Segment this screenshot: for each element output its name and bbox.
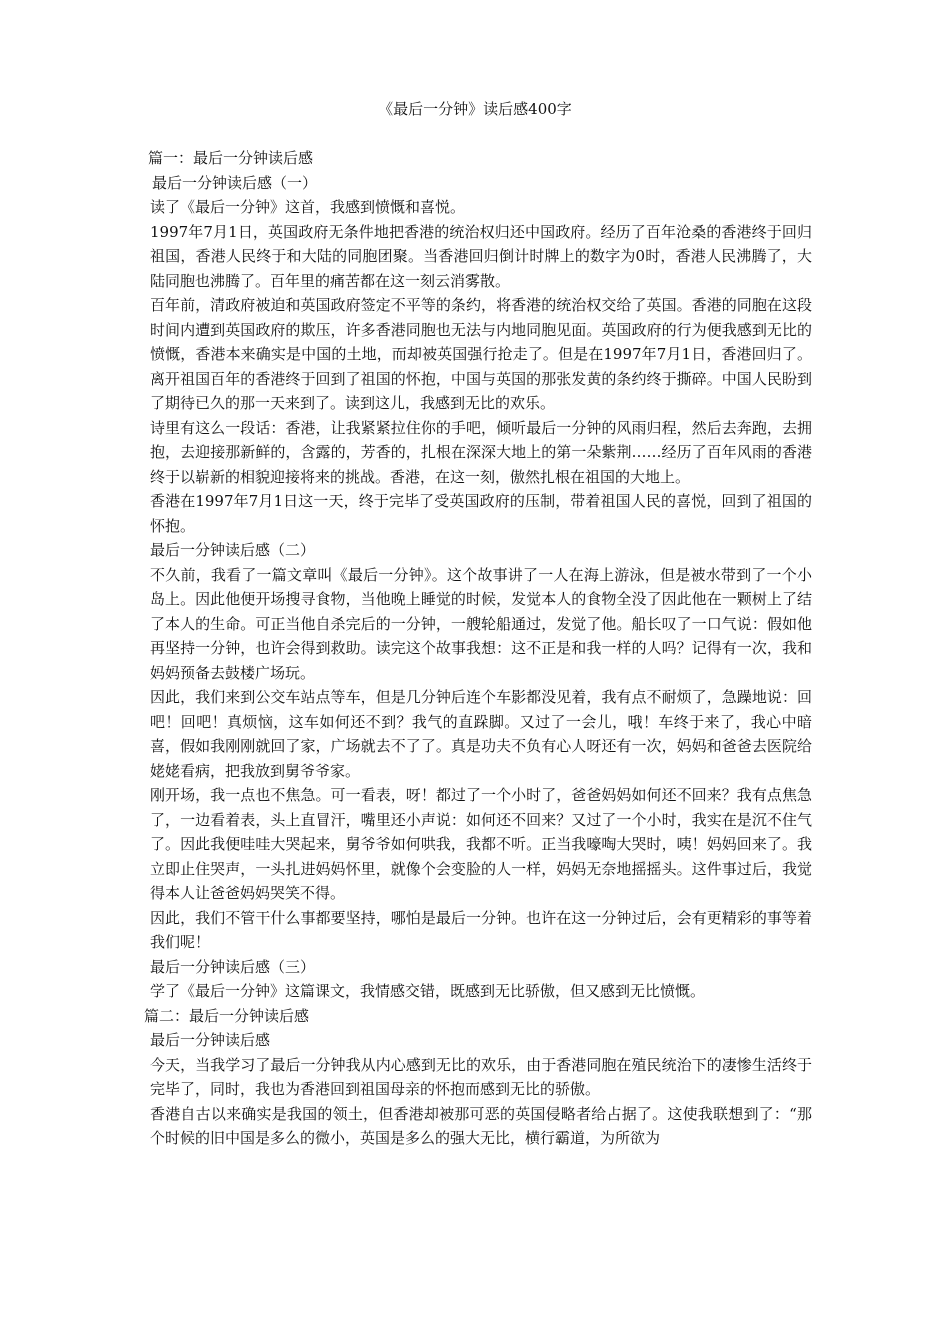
paragraph: 不久前，我看了一篇文章叫《最后一分钟》。这个故事讲了一人在海上游泳，但是被水带到了一个小岛上。因此他便开场搜寻食物，当他晚上睡觉的时候，发觉本人的食物全没了因此他在一颗树上了结了本人的生命。可正当他自杀完后的一分钟，一艘轮船通过，发觉了他。船长叹了一口气说：假如他再坚持一分钟，也许会得到救助。读完这个故事我想：这不正是和我一样的人吗？记得有一次，我和妈妈预备去鼓楼广场玩。 — [150, 565, 812, 682]
paragraph: 1997年7月1日，英国政府无条件地把香港的统治权归还中国政府。经历了百年沧桑的香港终于回归祖国，香港人民终于和大陆的同胞团聚。当香港回归倒计时牌上的数字为0时，香港人民沸腾了，大陆同胞也沸腾了。百年里的痛苦都在这一刻云消雾散。 — [150, 222, 812, 290]
paragraph: 读了《最后一分钟》这首，我感到愤慨和喜悦。 — [150, 198, 466, 216]
paragraph: 因此，我们不管干什么事都要坚持，哪怕是最后一分钟。也许在这一分钟过后，会有更精彩的事等着我们呢！ — [150, 908, 812, 951]
paragraph: 刚开场，我一点也不焦急。可一看表，呀！都过了一个小时了，爸爸妈妈如何还不回来？我有点焦急了，一边看着表，头上直冒汗，嘴里还小声说：如何还不回来？又过了一个小时，我实在是沉不住气了。因此我便哇哇大哭起来，舅爷爷如何哄我，我都不听。正当我嚎啕大哭时，咦！妈妈回来了。我立即止住哭声，一头扎进妈妈怀里，就像个会变脸的人一样，妈妈无奈地摇摇头。这件事过后，我觉得本人让爸爸妈妈哭笑不得。 — [150, 786, 812, 902]
section-heading: 篇二：最后一分钟读后感 — [144, 1006, 310, 1025]
section-heading: 最后一分钟读后感 — [150, 1031, 271, 1049]
paragraph: 香港自古以来确实是我国的领土，但香港却被那可恶的英国侵略者给占据了。这使我联想到了：“那个时候的旧中国是多么的微小，英国是多么的强大无比，横行霸道，为所欲为 — [150, 1104, 812, 1147]
document-title: 《最后一分钟》读后感400字 — [378, 100, 572, 118]
section-heading: 最后一分钟读后感（二） — [150, 541, 316, 559]
section-heading: 最后一分钟读后感（三） — [150, 957, 316, 976]
paragraph: 篇一：最后一分钟读后感 — [148, 149, 314, 167]
paragraph: 百年前，清政府被迫和英国政府签定不平等的条约，将香港的统治权交给了英国。香港的同胞在这段时间内遭到英国政府的欺压，许多香港同胞也无法与内地同胞见面。英国政府的行为便我感到无比的愤慨，香港本来确实是中国的土地，而却被英国强行抢走了。但是在1997年7月1日，香港回归了。离开祖国百年的香港终于回到了祖国的怀抱，中国与英国的那张发黄的条约终于撕碎。中国人民盼到了期待已久的那一天来到了。读到这儿，我感到无比的欢乐。 — [150, 296, 812, 412]
paragraph: 诗里有这么一段话：香港，让我紧紧拉住你的手吧，倾听最后一分钟的风雨归程，然后去奔跑，去拥抱，去迎接那新鲜的，含露的，芳香的，扎根在深深大地上的第一朵紫荆……经历了百年风雨的香港终于以崭新的相貌迎接将来的挑战。香港，在这一刻，傲然扎根在祖国的大地上。 — [150, 418, 812, 486]
paragraph: 最后一分钟读后感（一） — [152, 173, 318, 192]
paragraph: 因此，我们来到公交车站点等车，但是几分钟后连个车影都没见着，我有点不耐烦了，急躁地说：回吧！回吧！真烦恼，这车如何还不到？我气的直跺脚。又过了一会儿，哦！车终于来了，我心中暗喜，假如我刚刚就回了家，广场就去不了了。真是功夫不负有心人呀还有一次，妈妈和爸爸去医院给姥姥看病，把我放到舅爷爷家。 — [150, 688, 812, 780]
paragraph: 学了《最后一分钟》这篇课文，我情感交错，既感到无比骄傲，但又感到无比愤慨。 — [150, 982, 706, 1000]
paragraph: 今天，当我学习了最后一分钟我从内心感到无比的欢乐，由于香港同胞在殖民统治下的凄惨生活终于完毕了，同时，我也为香港回到祖国母亲的怀抱而感到无比的骄傲。 — [150, 1055, 812, 1098]
paragraph: 香港在1997年7月1日这一天，终于完毕了受英国政府的压制，带着祖国人民的喜悦，回到了祖国的怀抱。 — [150, 492, 812, 535]
document-body — [144, 146, 812, 1151]
